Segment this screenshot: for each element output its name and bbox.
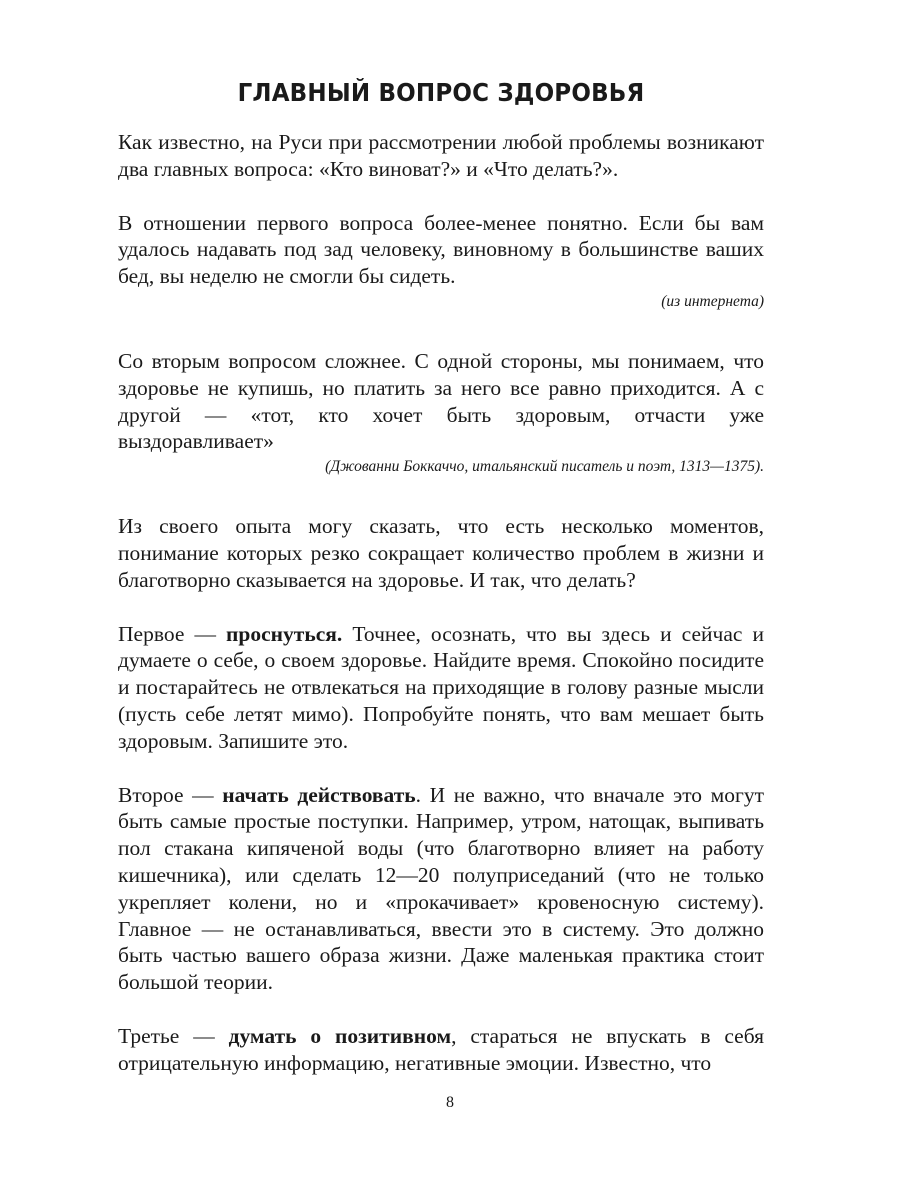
- step-lead: Второе —: [118, 782, 223, 807]
- paragraph-second-step: [118, 782, 764, 996]
- spacer: [118, 594, 764, 621]
- source-citation-boccaccio: (Джованни Боккаччо, итальянский писатель и поэт, 1313—1375).: [325, 458, 764, 476]
- spacer: [118, 183, 764, 210]
- spacer: [118, 479, 764, 513]
- step-text: , стараться не впускать в себя отрицательную информацию, негативные эмоции. Известно, что: [118, 1023, 764, 1075]
- spacer: [118, 755, 764, 782]
- paragraph-third-step: [118, 1023, 764, 1077]
- paragraph-second-question: Со вторым вопросом сложнее. С одной стороны, мы понимаем, что здоровье не купишь, но платить за него все равно приходится. А с другой — «тот, кто хочет быть здоровым, отчасти уже выздоравливает»: [118, 348, 764, 454]
- paragraph-intro: Как известно, на Руси при рассмотрении любой проблемы возникают два главных вопроса: «Кто виноват?» и «Что делать?».: [118, 130, 764, 181]
- step-keyword: начать действовать: [222, 782, 416, 807]
- page-number: 8: [446, 1094, 454, 1111]
- paragraph-first-step: [118, 621, 764, 755]
- step-text: . И не важно, что вначале это могут быть самые простые поступки. Например, утром, натощак, выпивать пол стакана кипяченой воды (что благотворно влияет на работу кишечника), или сделать 12—20 полуприседаний (что не только укрепляет колени, но и «прокачивает» кровеносную систему). Главное — не останавливаться, ввести это в систему. Это должно быть частью вашего образа жизни. Даже маленькая практика стоит большой теории.: [118, 782, 764, 995]
- page-content: [118, 78, 764, 1077]
- step-text: Точнее, осознать, что вы здесь и сейчас и думаете о себе, о своем здоровье. Найдите время. Спокойно посидите и постарайтесь не отвлекаться на приходящие в голову разные мысли (пусть себе летят мимо). Попробуйте понять, что вам мешает быть здоровым. Запишите это.: [118, 621, 764, 753]
- chapter-title: ГЛАВНЫЙ ВОПРОС ЗДОРОВЬЯ: [237, 78, 645, 107]
- step-lead: Первое —: [118, 621, 227, 646]
- step-lead: Третье —: [118, 1023, 229, 1048]
- paragraph-first-question: В отношении первого вопроса более-менее понятно. Если бы вам удалось надавать под зад человеку, виновному в большинстве ваших бед, вы неделю не смогли бы сидеть.: [118, 210, 764, 289]
- step-keyword: думать о позитивном: [228, 1023, 452, 1048]
- source-citation-internet: (из интернета): [661, 292, 764, 310]
- step-keyword: проснуться.: [226, 621, 343, 646]
- paragraph-experience: Из своего опыта могу сказать, что есть несколько моментов, понимание которых резко сокращает количество проблем в жизни и благотворно сказывается на здоровье. И так, что делать?: [118, 514, 764, 592]
- spacer: [118, 314, 764, 348]
- spacer: [118, 996, 764, 1023]
